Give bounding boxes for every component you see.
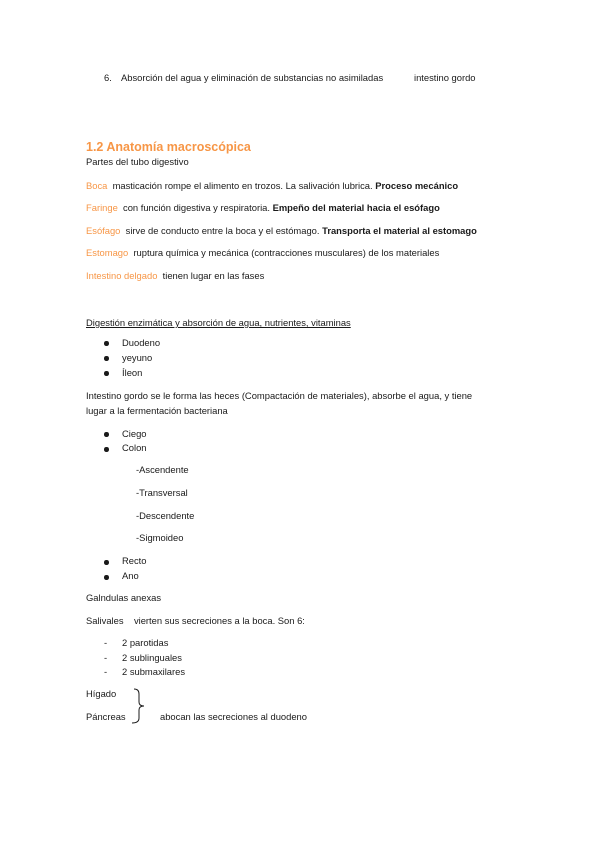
colon-part: -Ascendente	[136, 464, 189, 475]
part-name: Estomago	[86, 247, 129, 258]
list-item: Íleon	[122, 367, 143, 378]
part-name: Esófago	[86, 225, 121, 236]
part-estomago	[86, 247, 439, 259]
part-faringe	[86, 202, 440, 214]
liver-pancreas-text: abocan las secreciones al duodeno	[160, 711, 307, 722]
part-boca	[86, 180, 458, 192]
large-intestine-line1: Intestino gordo se le forma las heces (Compactación de materiales), absorbe el agua, y tiene	[86, 390, 473, 401]
part-bold: Transporta el material al estomago	[322, 225, 477, 236]
colon-part: -Transversal	[136, 487, 188, 498]
list-item: Recto	[122, 555, 147, 566]
list-item: Ano	[122, 570, 139, 581]
part-name: Faringe	[86, 202, 118, 213]
list-item: 2 parotidas	[122, 637, 169, 648]
bullet-icon	[104, 371, 109, 376]
list-item: 2 sublinguales	[122, 652, 182, 663]
bullet-icon	[104, 356, 109, 361]
part-name: Intestino delgado	[86, 270, 158, 281]
bullet-icon	[104, 560, 109, 565]
part-text: sirve de conducto entre la boca y el estómago.	[125, 225, 320, 236]
salivales-text: vierten sus secreciones a la boca. Son 6:	[133, 615, 305, 626]
dash-icon: -	[104, 637, 108, 648]
salivales-label: Salivales	[86, 615, 124, 626]
large-intestine-line2: lugar a la fermentación bacteriana	[86, 405, 228, 416]
bullet-icon	[104, 432, 109, 437]
bullet-icon	[104, 341, 109, 346]
list-item: Ciego	[122, 428, 147, 439]
section-subtitle: Partes del tubo digestivo	[86, 156, 189, 167]
part-bold: Empeño del material hacia el esófago	[272, 202, 440, 213]
list-item: yeyuno	[122, 352, 153, 363]
part-text: con función digestiva y respiratoria.	[123, 202, 270, 213]
brace-icon	[130, 688, 150, 724]
salivales-line	[86, 615, 305, 627]
digestion-heading: Digestión enzimática y absorción de agua, nutrientes, vitaminas	[86, 317, 351, 328]
part-bold: Proceso mecánico	[375, 180, 459, 191]
item6-organ: intestino gordo	[414, 72, 476, 83]
part-intestino-delgado	[86, 270, 264, 282]
list-item: Colon	[122, 442, 147, 453]
dash-icon: -	[104, 652, 108, 663]
pancreas-label: Páncreas	[86, 711, 126, 722]
item6-text: Absorción del agua y eliminación de substancias no asimiladas	[121, 72, 384, 83]
bullet-icon	[104, 575, 109, 580]
part-text: masticación rompe el alimento en trozos. La salivación lubrica.	[112, 180, 373, 191]
list-number-6: 6.	[104, 72, 112, 83]
bullet-icon	[104, 447, 109, 452]
part-text: ruptura química y mecánica (contracciones musculares) de los materiales	[133, 247, 440, 258]
glands-heading: Galndulas anexas	[86, 592, 162, 603]
dash-icon: -	[104, 666, 108, 677]
part-text: tienen lugar en las fases	[162, 270, 265, 281]
colon-part: -Sigmoideo	[136, 532, 184, 543]
list-item: Duodeno	[122, 337, 161, 348]
colon-part: -Descendente	[136, 510, 195, 521]
higado-label: Hígado	[86, 688, 117, 699]
section-heading: 1.2 Anatomía macroscópica	[86, 140, 251, 154]
part-name: Boca	[86, 180, 108, 191]
part-esofago	[86, 225, 477, 237]
list-item: 2 submaxilares	[122, 666, 186, 677]
